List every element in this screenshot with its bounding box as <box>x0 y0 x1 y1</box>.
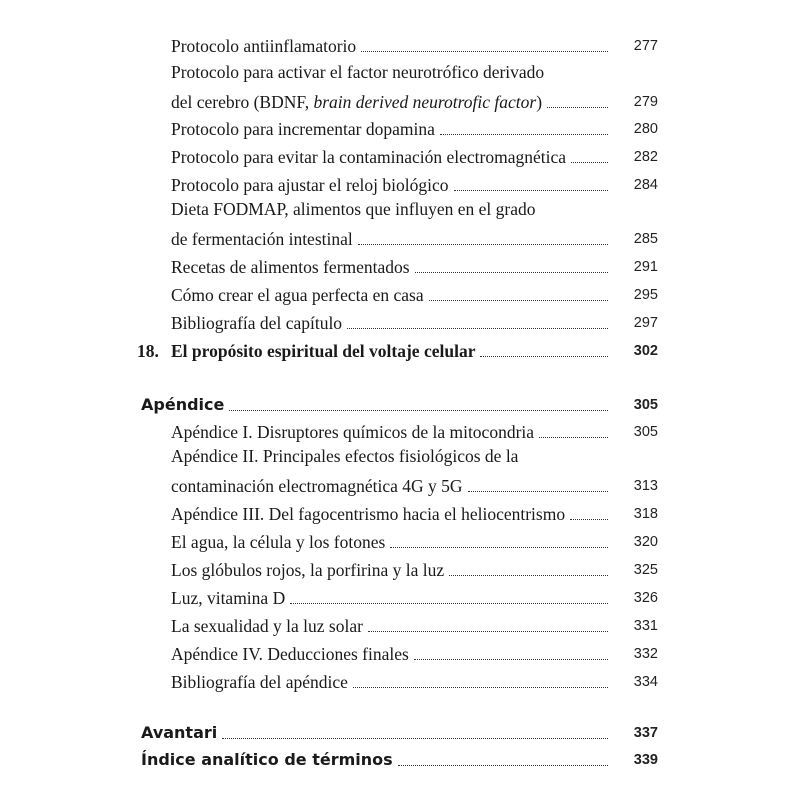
dot-leader <box>347 328 608 329</box>
dot-leader <box>547 107 608 108</box>
toc-entry-page: 318 <box>633 506 658 522</box>
dot-leader <box>570 519 608 520</box>
dot-leader <box>229 410 608 411</box>
dot-leader <box>571 162 608 163</box>
toc-entry-title: Protocolo para evitar la contaminación electromagnética <box>171 147 569 167</box>
toc-entry-title: Protocolo antiinflamatorio <box>171 36 359 56</box>
toc-entry <box>0 418 800 446</box>
toc-entry-title: Apéndice IV. Deducciones finales <box>171 644 412 664</box>
toc-entry <box>0 115 800 143</box>
dot-leader <box>368 631 608 632</box>
toc-entry <box>0 143 800 171</box>
toc-entry <box>0 253 800 281</box>
toc-entry-title: Luz, vitamina D <box>171 588 288 608</box>
toc-entry-title: Cómo crear el agua perfecta en casa <box>171 285 427 305</box>
toc-entry <box>0 171 800 199</box>
toc-entry <box>0 584 800 612</box>
toc-entry-title-line2: de fermentación intestinal <box>171 229 356 249</box>
toc-entry-page: 325 <box>633 562 658 578</box>
toc-entry-title: Los glóbulos rojos, la porfirina y la luz <box>171 560 447 580</box>
dot-leader <box>353 687 608 688</box>
toc-entry-page: 302 <box>633 343 658 359</box>
dot-leader <box>440 134 608 135</box>
toc-entry-title-line1: Protocolo para activar el factor neurotrófico derivado <box>171 62 545 82</box>
toc-entry-title: Apéndice I. Disruptores químicos de la mitocondria <box>171 422 537 442</box>
toc-entry-page: 337 <box>633 725 658 741</box>
toc-entry-page: 305 <box>633 424 658 440</box>
toc-entry-page: 285 <box>633 231 658 247</box>
dot-leader <box>454 190 608 191</box>
toc-entry-page: 331 <box>633 618 658 634</box>
toc-entry <box>0 556 800 584</box>
toc-entry-page: 295 <box>633 287 658 303</box>
toc-entry <box>0 668 800 696</box>
toc-entry-title: Apéndice III. Del fagocentrismo hacia el heliocentrismo <box>171 504 568 524</box>
dot-leader <box>361 51 608 52</box>
toc-entry <box>0 528 800 556</box>
dot-leader <box>539 437 608 438</box>
toc-entry-title: Recetas de alimentos fermentados <box>171 257 413 277</box>
toc-entry <box>0 32 800 60</box>
toc-entry-title-line2: del cerebro (BDNF, brain derived neurotrofic factor) <box>171 92 545 112</box>
toc-entry <box>0 612 800 640</box>
dot-leader <box>415 272 608 273</box>
toc-entry-title-line1: Dieta FODMAP, alimentos que influyen en el grado <box>171 199 536 219</box>
toc-section-title: Avantari <box>141 723 220 743</box>
dot-leader <box>222 738 608 739</box>
toc-entry <box>0 640 800 668</box>
toc-entry <box>0 500 800 528</box>
toc-entry-title-line1: Apéndice II. Principales efectos fisiológicos de la <box>171 446 519 466</box>
toc-entry-page: 305 <box>633 397 658 413</box>
toc-section-title: Índice analítico de términos <box>141 750 396 770</box>
toc-entry <box>0 309 800 337</box>
toc-entry-page: 297 <box>633 315 658 331</box>
toc-entry-page: 313 <box>633 478 658 494</box>
dot-leader <box>358 244 608 245</box>
toc-entry <box>0 281 800 309</box>
dot-leader <box>414 659 608 660</box>
dot-leader <box>290 603 608 604</box>
toc-entry-page: 326 <box>633 590 658 606</box>
toc-entry-page: 280 <box>633 121 658 137</box>
dot-leader <box>468 491 608 492</box>
toc-section-title: Apéndice <box>141 395 227 415</box>
toc-entry-title: Bibliografía del capítulo <box>171 313 345 333</box>
toc-entry-title: El agua, la célula y los fotones <box>171 532 388 552</box>
toc-entry-page: 279 <box>633 94 658 110</box>
toc-entry-continued <box>0 225 800 253</box>
toc-entry-continued <box>0 88 800 116</box>
toc-section-entry <box>0 391 800 419</box>
toc-entry-title: La sexualidad y la luz solar <box>171 616 366 636</box>
toc-entry-title: Bibliografía del apéndice <box>171 672 351 692</box>
toc-entry-page: 277 <box>633 38 658 54</box>
toc-entry-title: Protocolo para incrementar dopamina <box>171 119 438 139</box>
toc-entry-page: 339 <box>633 752 658 768</box>
toc-entry-title: Protocolo para ajustar el reloj biológico <box>171 175 452 195</box>
toc-entry-page: 332 <box>633 646 658 662</box>
dot-leader <box>429 300 608 301</box>
toc-entry-page: 282 <box>633 149 658 165</box>
dot-leader <box>480 356 608 357</box>
toc-entry-page: 284 <box>633 177 658 193</box>
toc-section-entry <box>0 746 800 774</box>
toc-entry-page: 320 <box>633 534 658 550</box>
dot-leader <box>398 765 608 766</box>
chapter-number: 18. <box>137 341 159 361</box>
toc-entry-page: 334 <box>633 674 658 690</box>
dot-leader <box>449 575 608 576</box>
toc-entry-page: 291 <box>633 259 658 275</box>
toc-chapter-entry <box>0 337 800 365</box>
toc-entry-title: El propósito espiritual del voltaje celular <box>171 341 478 361</box>
toc-entry-continued <box>0 472 800 500</box>
toc-section-entry <box>0 719 800 747</box>
dot-leader <box>390 547 608 548</box>
toc-entry-title-line2: contaminación electromagnética 4G y 5G <box>171 476 466 496</box>
